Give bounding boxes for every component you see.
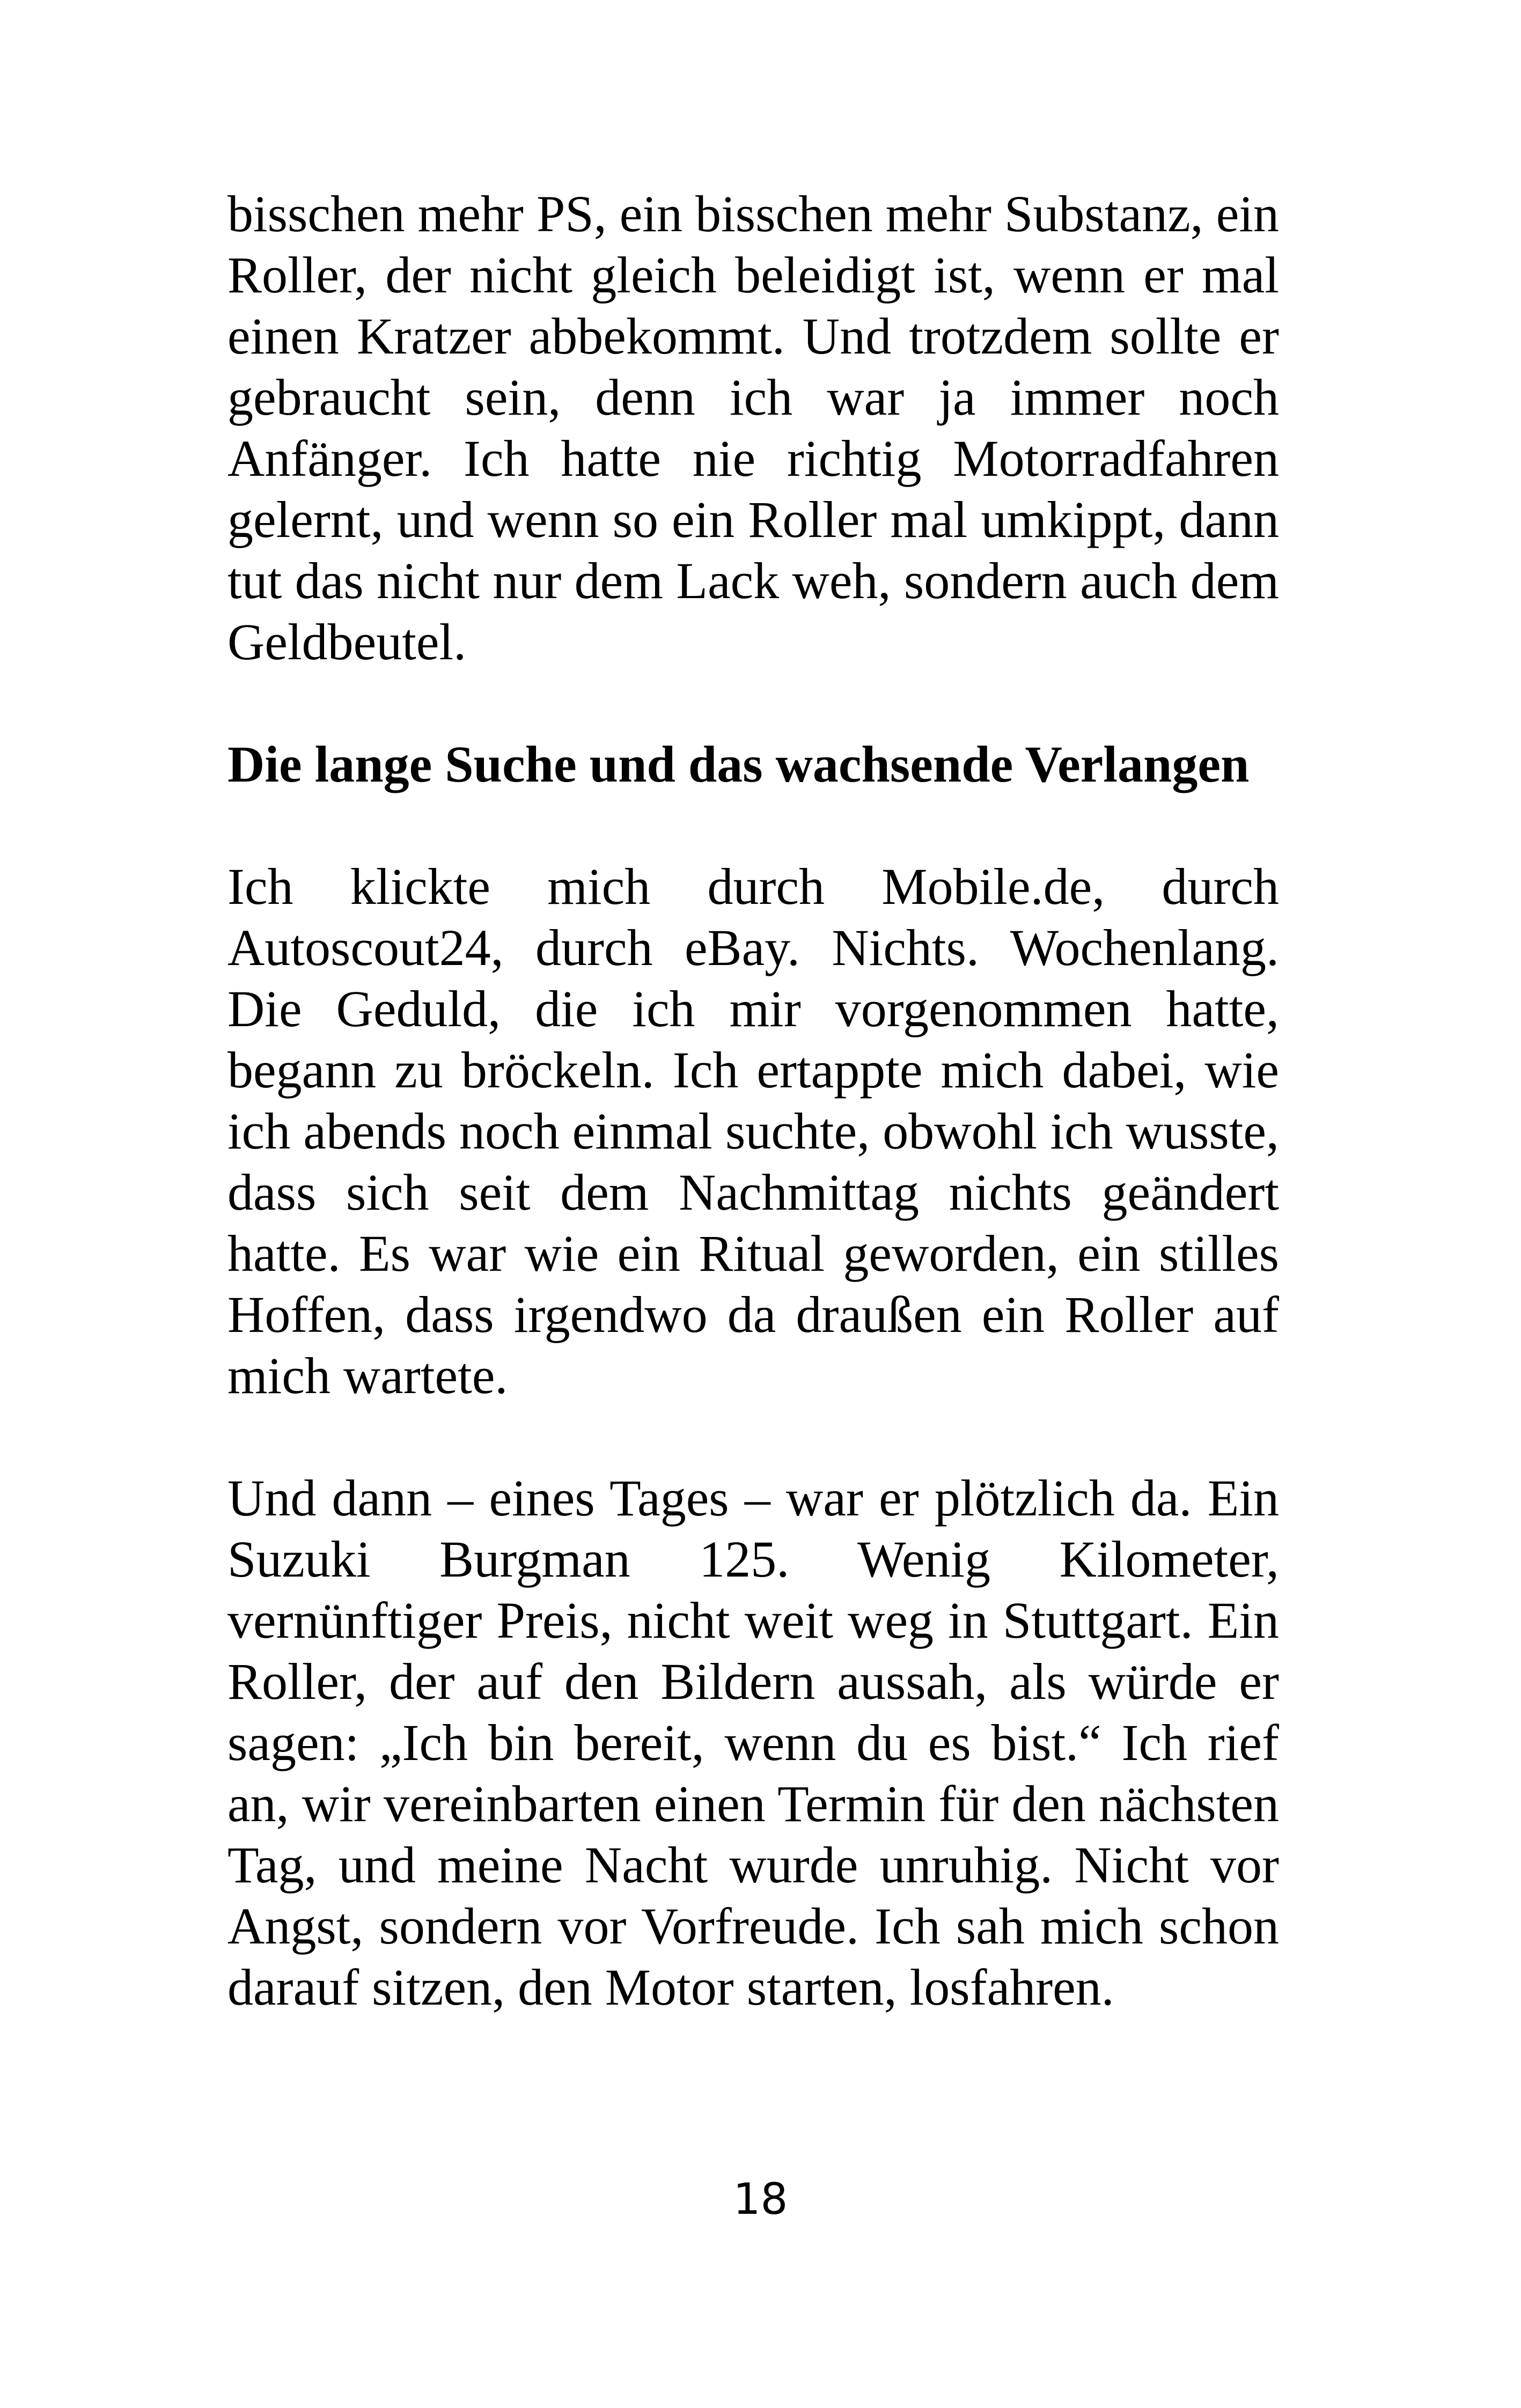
paragraph-2: Ich klickte mich durch Mobile.de, durch Autoscout24, durch eBay. Nichts. Wochenlang. Die Geduld, die ich mir vorgenommen hatte, begann zu bröckeln. Ich ertappte mich dabei, wie ich abends noch einmal suchte, obwohl ich wusste, dass sich seit dem Nachmittag nichts geändert hatte. Es war wie ein Ritual geworden, ein stilles Hoffen, dass irgendwo da draußen ein Roller auf mich wartete. xyxy=(227,858,1279,1404)
paragraph-spacer xyxy=(227,795,1279,856)
page-body xyxy=(227,183,1279,2018)
paragraph-1: bisschen mehr PS, ein bisschen mehr Substanz, ein Roller, der nicht gleich beleidigt ist, wenn er mal einen Kratzer abbekommt. Und trotzdem sollte er gebraucht sein, denn ich war ja immer noch Anfänger. Ich hatte nie richtig Motorradfahren gelernt, und wenn so ein Roller mal umkippt, dann tut das nicht nur dem Lack weh, sondern auch dem Geldbeutel. xyxy=(227,185,1279,671)
section-heading: Die lange Suche und das wachsende Verlangen xyxy=(227,735,1250,793)
paragraph-3: Und dann – eines Tages – war er plötzlich da. Ein Suzuki Burgman 125. Wenig Kilometer, vernünftiger Preis, nicht weit weg in Stuttgart. Ein Roller, der auf den Bildern aussah, als würde er sagen: „Ich bin bereit, wenn du es bist.“ Ich rief an, wir vereinbarten einen Termin für den nächsten Tag, und meine Nacht wurde unruhig. Nicht vor Angst, sondern vor Vorfreude. Ich sah mich schon darauf sitzen, den Motor starten, losfahren. xyxy=(227,1469,1279,2016)
paragraph-spacer xyxy=(227,1406,1279,1468)
paragraph-spacer xyxy=(227,673,1279,734)
page-number: 18 xyxy=(733,2174,788,2224)
